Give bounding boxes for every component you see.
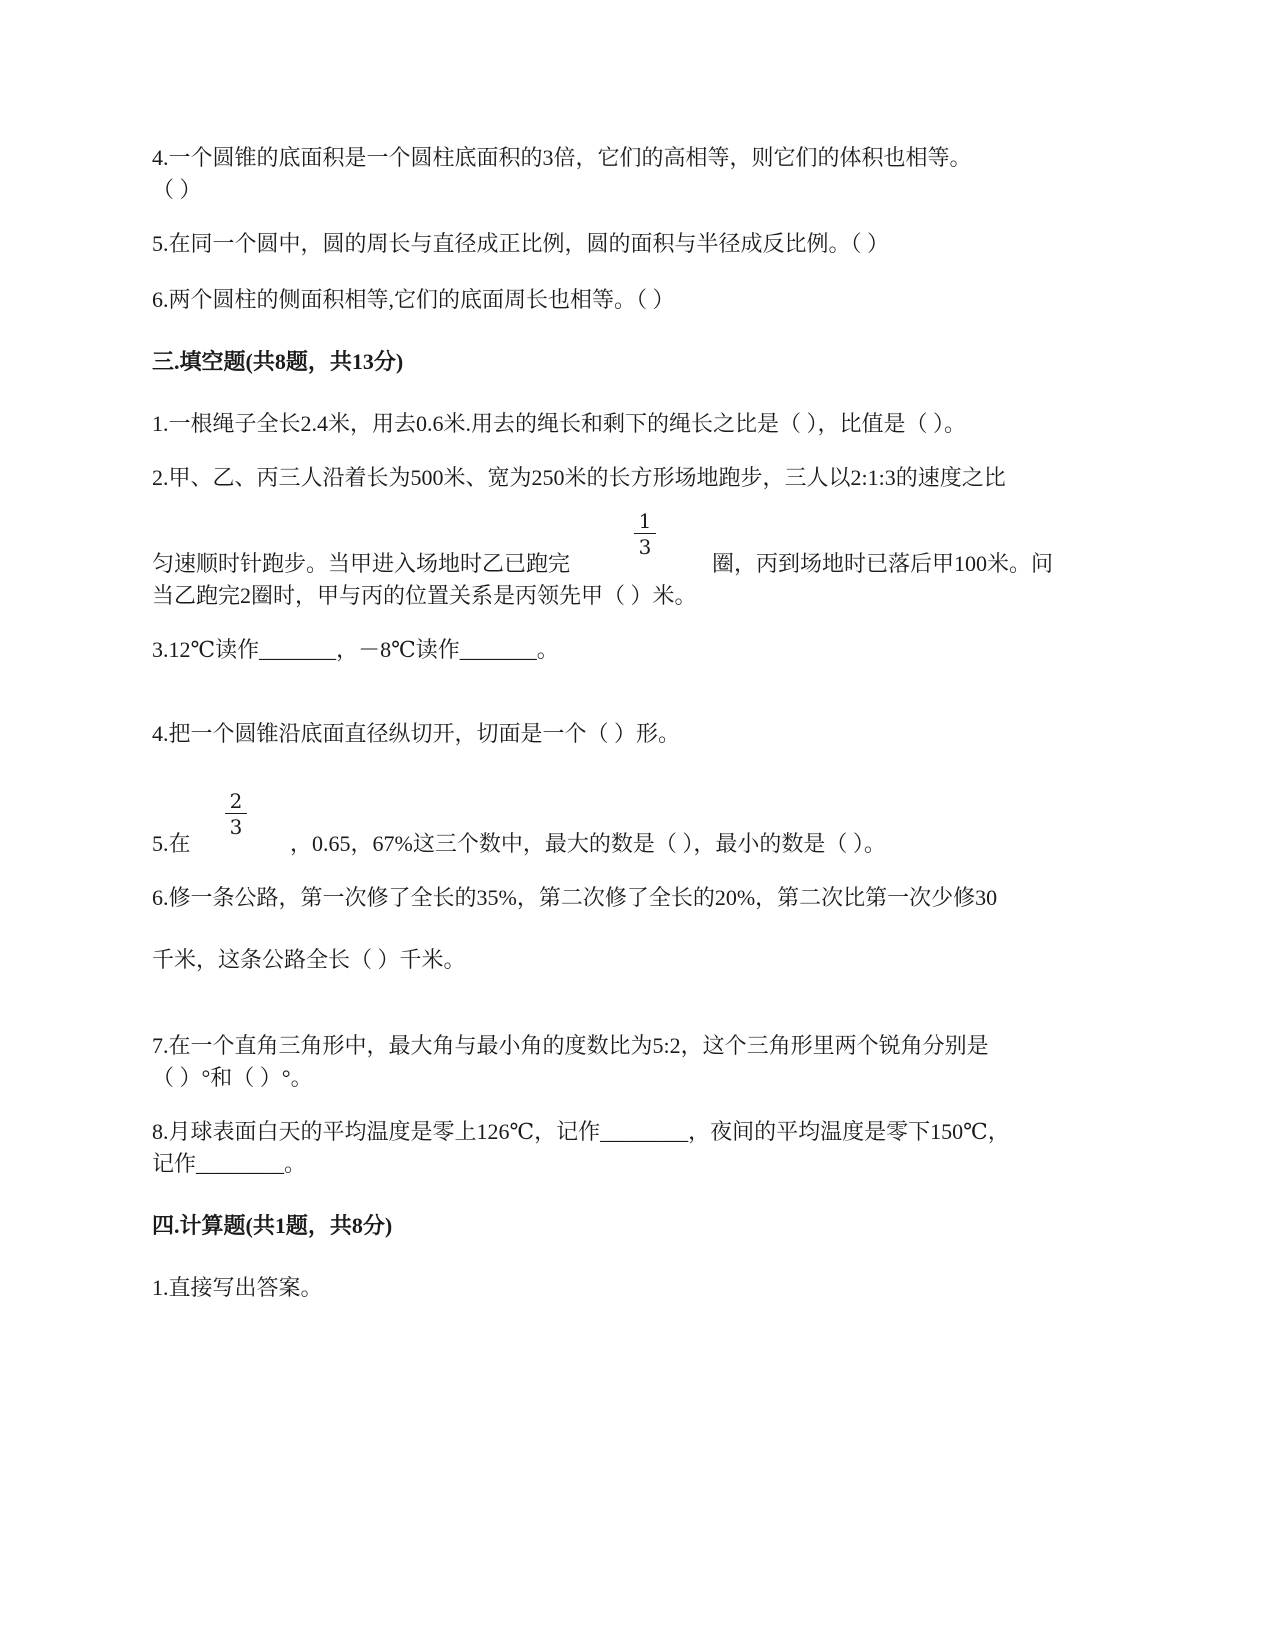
tf-q6: 6.两个圆柱的侧面积相等,它们的底面周长也相等。（ ） [152,287,675,312]
fraction-two-thirds [222,790,250,838]
fill-q6-line2: 千米，这条公路全长（ ）千米。 [152,947,466,972]
fill-q7-line1: 7.在一个直角三角形中，最大角与最小角的度数比为5:2，这个三角形里两个锐角分别是 [152,1033,989,1058]
calc-q1: 1.直接写出答案。 [152,1275,323,1300]
tf-q5: 5.在同一个圆中，圆的周长与直径成正比例，圆的面积与半径成反比例。（ ） [152,231,890,256]
fill-q7-line2: （ ）°和（ ）°。 [152,1065,313,1090]
fill-q6-line1: 6.修一条公路，第一次修了全长的35%，第二次修了全长的20%，第二次比第一次少修30 [152,885,998,910]
fill-q1: 1.一根绳子全长2.4米，用去0.6米.用去的绳长和剩下的绳长之比是（ ），比值是（ ）。 [152,411,967,436]
section4-heading: 四.计算题(共1题，共8分) [152,1213,393,1238]
tf-q4-line2: （ ） [152,177,202,202]
fill-q2-line2-a: 匀速顺时针跑步。当甲进入场地时乙已跑完 [152,551,571,576]
fraction-denominator: 3 [638,535,652,559]
fraction-numerator: 2 [229,789,243,813]
tf-q4-line1: 4.一个圆锥的底面积是一个圆柱底面积的3倍，它们的高相等，则它们的体积也相等。 [152,145,972,170]
fill-q5-a: 5.在 [152,831,191,856]
fill-q2-line1: 2.甲、乙、丙三人沿着长为500米、宽为250米的长方形场地跑步，三人以2:1:3的速度之比 [152,465,1006,490]
fraction-denominator: 3 [229,815,243,839]
fill-q8-line2: 记作________。 [152,1151,307,1176]
fraction-one-third [631,510,659,558]
fill-q2-line3: 当乙跑完2圈时，甲与丙的位置关系是丙领先甲（ ）米。 [152,583,697,608]
fraction-bar [634,533,656,534]
fill-q4: 4.把一个圆锥沿底面直径纵切开，切面是一个（ ）形。 [152,721,681,746]
fraction-bar [225,813,247,814]
section3-heading: 三.填空题(共8题，共13分) [152,349,404,374]
fill-q8-line1: 8.月球表面白天的平均温度是零上126℃，记作________，夜间的平均温度是零下150℃， [152,1119,1010,1144]
fraction-numerator: 1 [638,509,652,533]
fill-q5-b: ，0.65，67%这三个数中，最大的数是（ ），最小的数是（ ）。 [290,831,886,856]
fill-q3: 3.12℃读作_______，－8℃读作_______。 [152,637,559,662]
fill-q2-line2-b: 圈，丙到场地时已落后甲100米。问 [712,551,1054,576]
